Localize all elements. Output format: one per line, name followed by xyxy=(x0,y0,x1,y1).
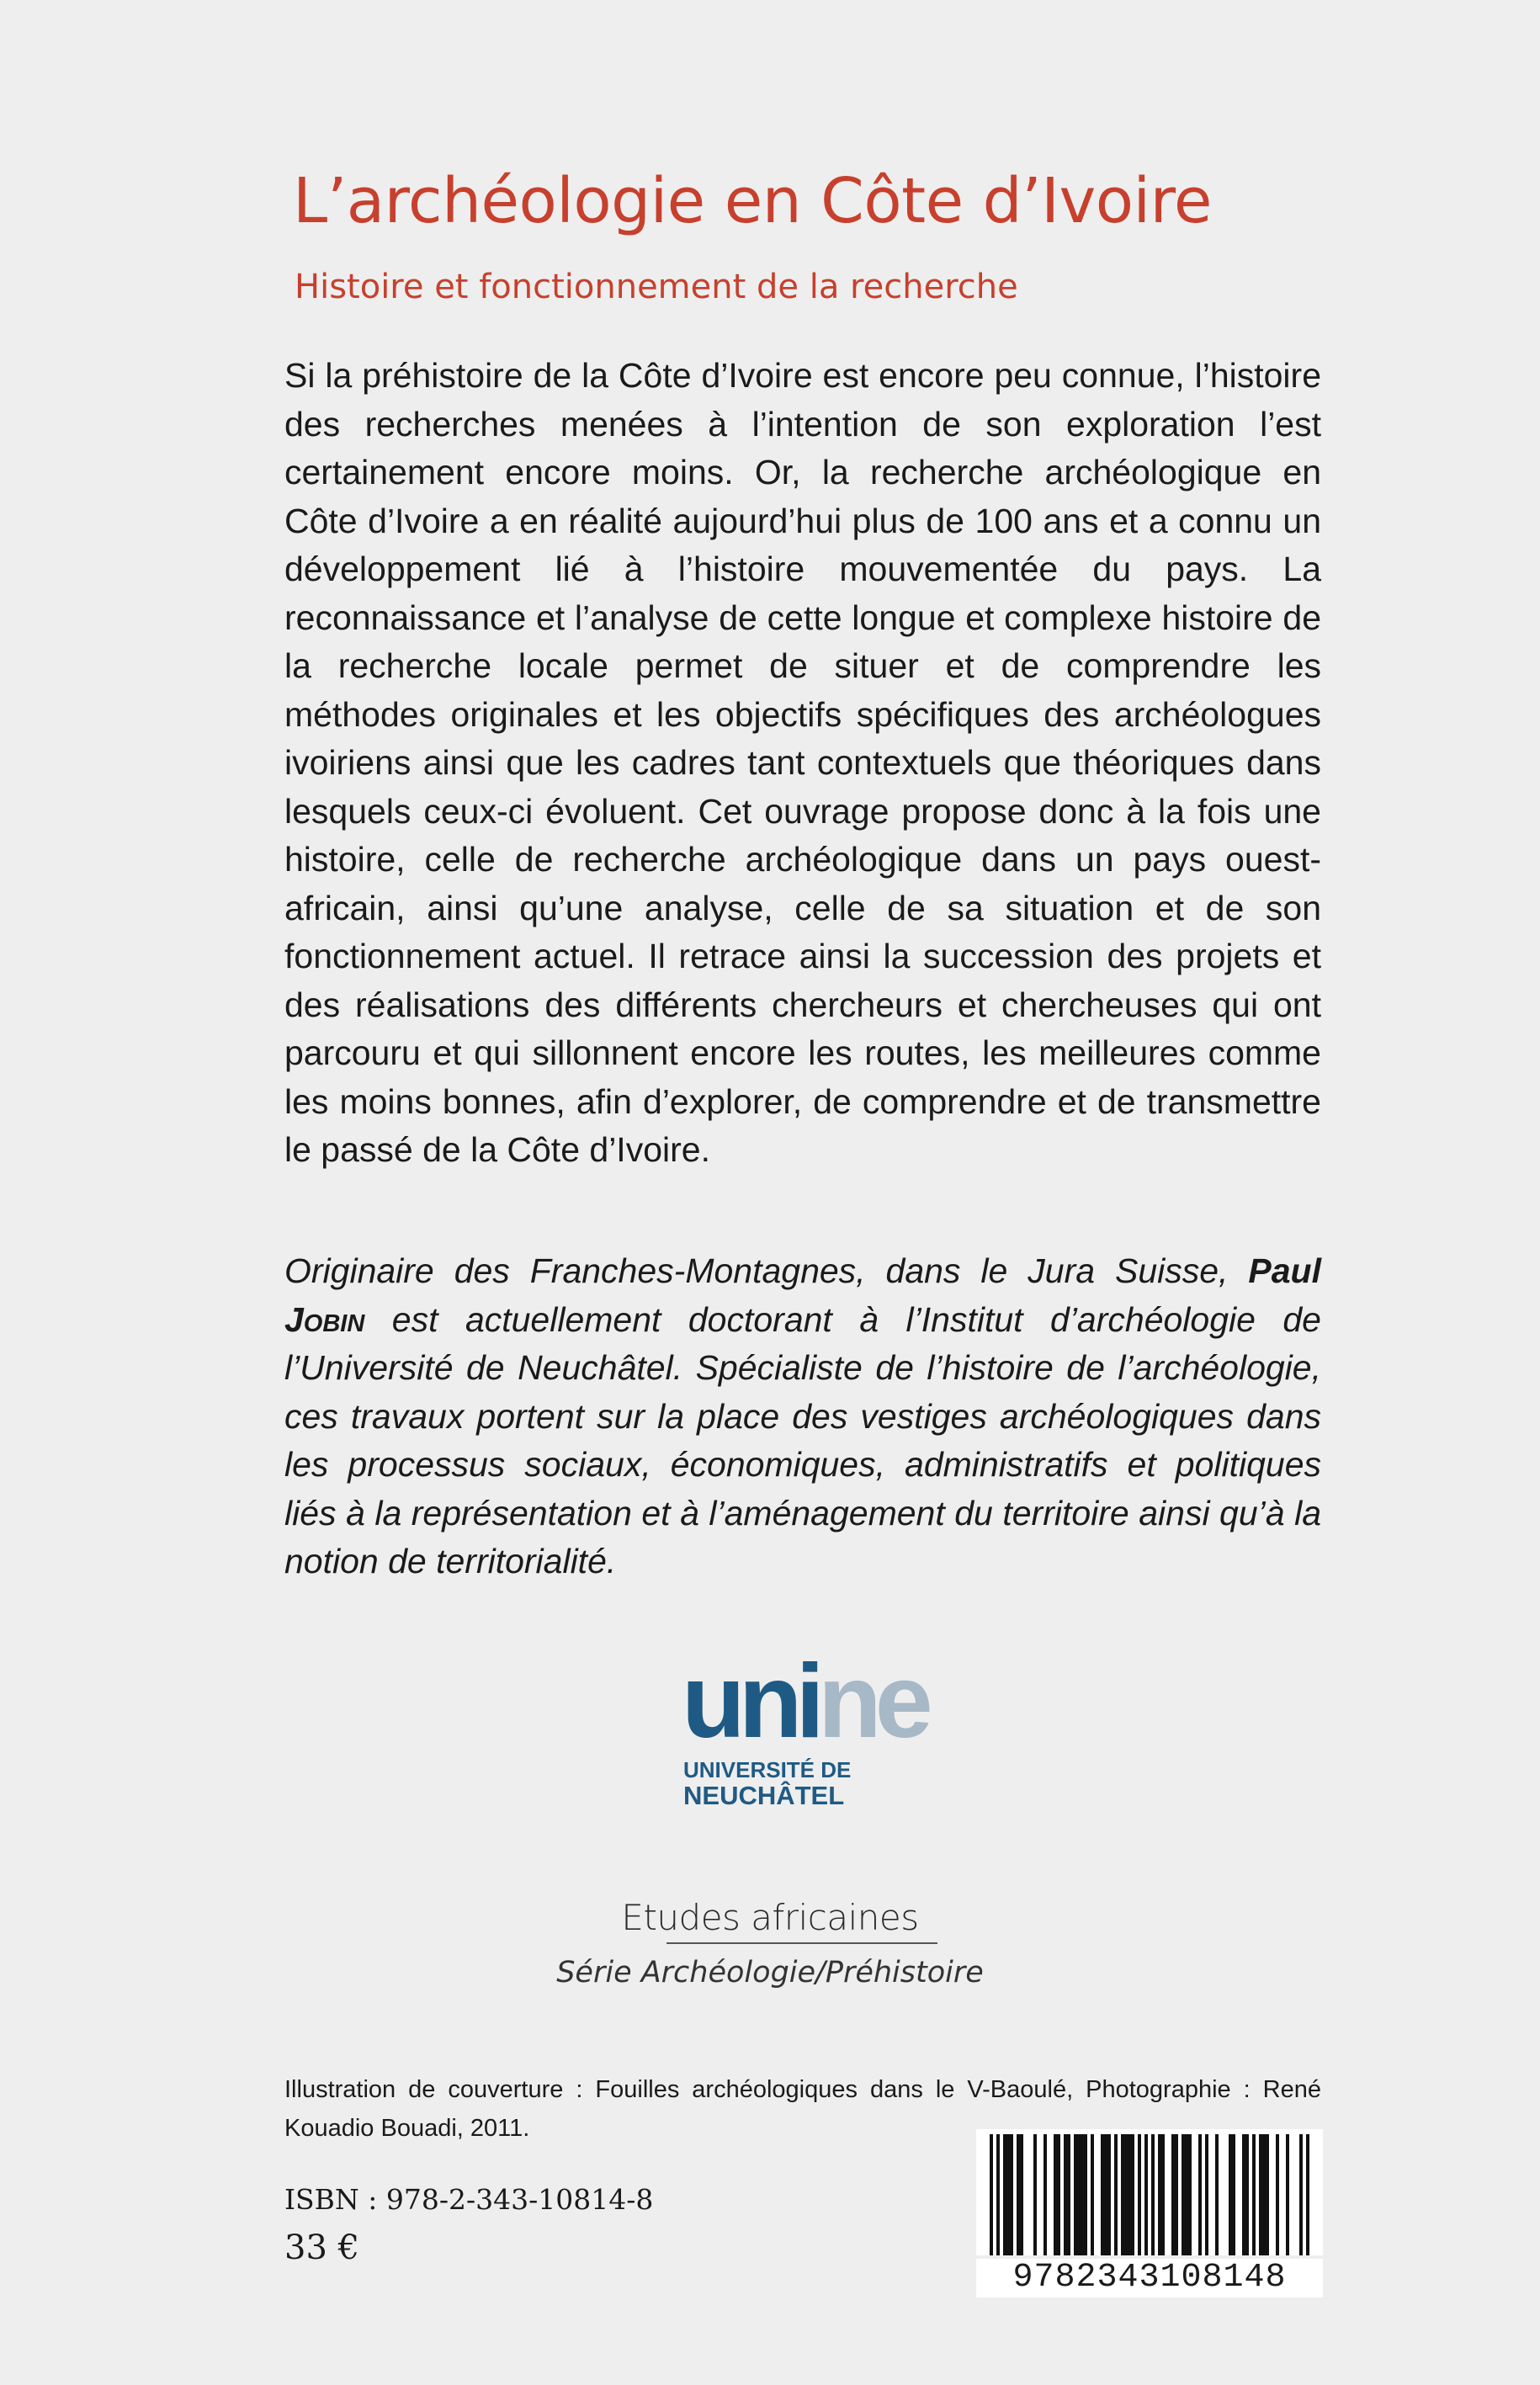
barcode-bar xyxy=(996,2134,1000,2255)
series-name: Etudes africaines xyxy=(621,1897,919,1938)
barcode-bar xyxy=(1229,2134,1232,2255)
barcode-bar xyxy=(1242,2134,1245,2255)
barcode-bar xyxy=(1215,2134,1219,2255)
barcode-bar xyxy=(1144,2134,1148,2255)
barcode-bar xyxy=(1003,2134,1006,2255)
barcode-bar xyxy=(1081,2134,1084,2255)
barcode-bar xyxy=(1262,2134,1266,2255)
barcode-bar xyxy=(990,2134,993,2255)
barcode-bar xyxy=(1077,2134,1081,2255)
isbn: ISBN : 978-2-343-10814-8 xyxy=(284,2183,654,2216)
barcode-bar xyxy=(1121,2134,1124,2255)
barcode-bar xyxy=(1185,2134,1188,2255)
barcode-bar xyxy=(1188,2134,1192,2255)
barcode xyxy=(976,2129,1323,2255)
book-summary: Si la préhistoire de la Côte d’Ivoire est encore peu connue, l’histoire des recherches menées à l’intention de son exploration l’est certainement encore moins. Or, la recherche archéologique en Côte d’Ivoire a en réalité aujourd’hui plus de 100 ans et a connu un développement lié à l’histoire mouvementée du pays. La reconnaissance et l’analyse de cette longue et complexe histoire de la recherche locale permet de situer et de comprendre les méthodes originales et les objectifs spécifiques des archéologues ivoiriens ainsi que les cadres tant contextuels que théoriques dans lesquels ceux-ci évoluent. Cet ouvrage propose donc à la fois une histoire, celle de recherche archéologique dans un pays ouest-africain, ainsi qu’une analyse, celle de sa situation et de son fonctionnement actuel. Il retrace ainsi la succession des projets et des réalisations des différents chercheurs et chercheuses qui ont parcouru et qui sillonnent encore les routes, les meilleures comme les moins bonnes, afin d’explorer, de comprendre et de transmettre le passé de la Côte d’Ivoire. xyxy=(284,356,1321,1169)
barcode-bar xyxy=(1306,2134,1309,2255)
barcode-bar xyxy=(1101,2134,1104,2255)
barcode-bar xyxy=(1017,2134,1020,2255)
barcode-bar xyxy=(1182,2134,1185,2255)
barcode-bar xyxy=(1104,2134,1107,2255)
barcode-bar xyxy=(1114,2134,1118,2255)
barcode-bar xyxy=(1232,2134,1235,2255)
series-divider xyxy=(666,1942,937,1944)
barcode-bar xyxy=(1124,2134,1128,2255)
book-title: L’archéologie en Côte d’Ivoire xyxy=(293,165,1212,237)
barcode-bar xyxy=(1006,2134,1010,2255)
barcode-bar xyxy=(1084,2134,1087,2255)
book-subtitle: Histoire et fonctionnement de la recherche xyxy=(295,268,1018,306)
barcode-bar xyxy=(1158,2134,1161,2255)
barcode-bar xyxy=(1175,2134,1178,2255)
barcode-number: 9782343108148 xyxy=(976,2259,1323,2297)
series-subseries: Série Archéologie/Préhistoire xyxy=(556,1956,984,1989)
barcode-bar xyxy=(1161,2134,1165,2255)
barcode-bar xyxy=(1020,2134,1023,2255)
barcode-bar xyxy=(1171,2134,1175,2255)
author-bio xyxy=(284,1247,1321,1586)
logo-university-line: UNIVERSITÉ DE xyxy=(683,1757,852,1782)
barcode-bar xyxy=(1252,2134,1256,2255)
barcode-bar xyxy=(1198,2134,1202,2255)
barcode-bar xyxy=(1245,2134,1249,2255)
author-bio-intro: Originaire des Franches-Montagnes, dans le Jura Suisse, xyxy=(284,1251,1249,1290)
barcode-bar xyxy=(1010,2134,1013,2255)
price: 33 € xyxy=(284,2228,360,2267)
barcode-bar xyxy=(1276,2134,1279,2255)
barcode-bar xyxy=(1131,2134,1134,2255)
barcode-bar xyxy=(1057,2134,1060,2255)
logo-wordmark: unine xyxy=(682,1649,927,1760)
logo-city-line: NEUCHÂTEL xyxy=(683,1781,845,1810)
author-bio-rest: est actuellement doctorant à l’Institut d’archéologie de l’Université de Neuchâtel. Spécialiste de l’histoire de l’archéologie, ces travaux portent sur la place des vestiges archéologiques dans les processus sociaux, économiques, administratifs et politiques liés à la représentation et à l’aménagement du territoire ainsi qu’à la notion de territorialité. xyxy=(284,1299,1321,1580)
barcode-bar xyxy=(1138,2134,1141,2255)
barcode-bar xyxy=(1043,2134,1047,2255)
barcode-bar xyxy=(1259,2134,1262,2255)
barcode-bar xyxy=(1091,2134,1094,2255)
barcode-bar xyxy=(1286,2134,1289,2255)
barcode-bar xyxy=(1074,2134,1077,2255)
barcode-bar xyxy=(1266,2134,1269,2255)
barcode-bar xyxy=(1128,2134,1131,2255)
author-last-name: Jobin xyxy=(284,1299,365,1339)
barcode-bar xyxy=(1067,2134,1070,2255)
barcode-bar xyxy=(1151,2134,1155,2255)
barcode-bar xyxy=(1205,2134,1208,2255)
barcode-bar xyxy=(1107,2134,1111,2255)
university-logo xyxy=(682,1649,934,1826)
barcode-bar xyxy=(1299,2134,1303,2255)
barcode-bar xyxy=(1064,2134,1067,2255)
barcode-bar xyxy=(1054,2134,1057,2255)
author-first-name: Paul xyxy=(1248,1251,1321,1290)
cover-illustration-credit: Illustration de couverture : Fouilles archéologiques dans le V-Baoulé, Photographie : René Kouadio Bouadi, 2011. xyxy=(284,2076,1321,2142)
barcode-bar xyxy=(1033,2134,1037,2255)
